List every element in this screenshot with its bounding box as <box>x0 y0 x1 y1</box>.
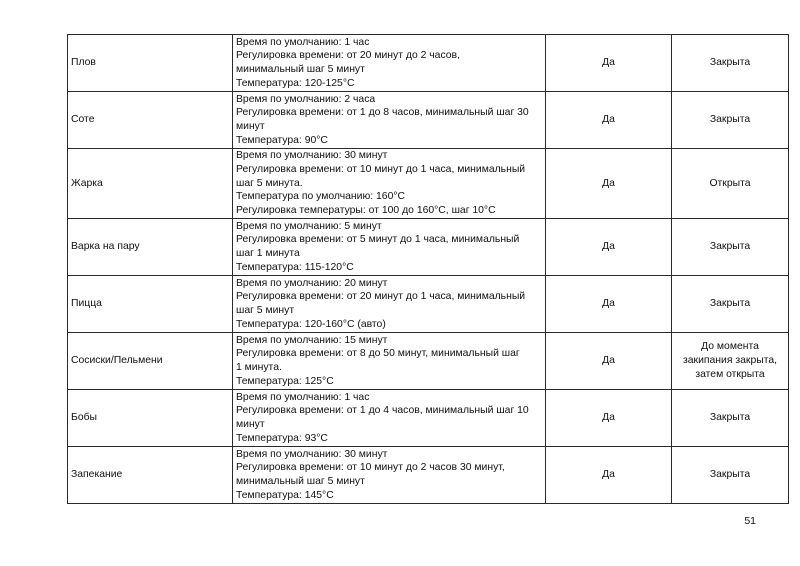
table-row <box>68 333 789 390</box>
mode-description-cell <box>233 390 546 447</box>
description-line: Температура: 145°C <box>236 489 334 501</box>
mode-name-cell: Запекание <box>68 447 233 504</box>
description-line: Регулировка времени: от 5 минут до 1 часа, минимальный <box>236 234 520 246</box>
availability-cell: Да <box>546 219 672 276</box>
page-number: 51 <box>744 515 756 527</box>
cooking-modes-table <box>67 34 789 504</box>
mode-description-cell <box>233 149 546 219</box>
availability-cell: Да <box>546 276 672 333</box>
mode-description-cell <box>233 92 546 149</box>
lid-state-cell <box>672 219 789 276</box>
description-line: Время по умолчанию: 30 минут <box>236 448 388 460</box>
table-row <box>68 149 789 219</box>
lid-state-text: Закрыта <box>709 412 751 424</box>
description-line: Температура по умолчанию: 160°C <box>236 191 406 203</box>
mode-name-cell: Бобы <box>68 390 233 447</box>
description-line: Время по умолчанию: 1 час <box>236 36 370 48</box>
description-line: Температура: 90°C <box>236 134 328 146</box>
description-line: Температура: 115-120°C <box>236 261 354 273</box>
table-row <box>68 447 789 504</box>
lid-state-cell <box>672 149 789 219</box>
availability-cell: Да <box>546 35 672 92</box>
description-line: шаг 5 минута. <box>236 177 303 189</box>
description-line: Регулировка времени: от 20 минут до 1 часа, минимальный <box>236 291 526 303</box>
table-row <box>68 35 789 92</box>
description-line: Регулировка температуры: от 100 до 160°C, шаг 10°C <box>236 205 496 217</box>
mode-name-cell: Плов <box>68 35 233 92</box>
lid-state-cell <box>672 333 789 390</box>
lid-state-cell <box>672 447 789 504</box>
description-line: Регулировка времени: от 1 до 8 часов, минимальный шаг 30 <box>236 107 529 119</box>
mode-name-cell: Жарка <box>68 149 233 219</box>
description-line: шаг 1 минута <box>236 248 300 259</box>
mode-description-cell <box>233 333 546 390</box>
availability-cell: Да <box>546 333 672 390</box>
description-line: Регулировка времени: от 20 минут до 2 часов, <box>236 50 460 62</box>
description-line: Время по умолчанию: 20 минут <box>236 277 388 289</box>
mode-description-cell <box>233 219 546 276</box>
description-line: 1 минута. <box>236 362 282 373</box>
availability-cell: Да <box>546 447 672 504</box>
description-line: Время по умолчанию: 30 минут <box>236 150 388 162</box>
mode-description-cell <box>233 447 546 504</box>
description-line: минут <box>236 419 265 430</box>
table-row <box>68 390 789 447</box>
description-line: Регулировка времени: от 8 до 50 минут, минимальный шаг <box>236 348 520 360</box>
description-line: Регулировка времени: от 10 минут до 2 часов 30 минут, <box>236 462 505 474</box>
availability-cell: Да <box>546 92 672 149</box>
description-line: Время по умолчанию: 15 минут <box>236 334 388 346</box>
description-line: минимальный шаг 5 минут <box>236 64 365 75</box>
mode-name-cell: Пицца <box>68 276 233 333</box>
lid-state-text: Закрыта <box>709 57 751 69</box>
lid-state-cell <box>672 35 789 92</box>
lid-state-text: Закрыта <box>709 241 751 253</box>
description-line: Температура: 125°C <box>236 375 334 387</box>
description-line: Регулировка времени: от 1 до 4 часов, минимальный шаг 10 <box>236 405 529 417</box>
description-line: Температура: 120-160°C (авто) <box>236 318 386 330</box>
description-line: минимальный шаг 5 минут <box>236 476 365 487</box>
description-line: Температура: 93°C <box>236 432 328 444</box>
mode-name-cell: Соте <box>68 92 233 149</box>
lid-state-text: До момента закипания закрыта, затем открыта <box>683 341 777 380</box>
description-line: шаг 5 минут <box>236 305 295 316</box>
lid-state-text: Открыта <box>709 177 751 189</box>
lid-state-text: Закрыта <box>709 469 751 481</box>
mode-name-cell: Варка на пару <box>68 219 233 276</box>
description-line: Время по умолчанию: 2 часа <box>236 93 376 105</box>
mode-description-cell <box>233 276 546 333</box>
availability-cell: Да <box>546 149 672 219</box>
lid-state-cell <box>672 390 789 447</box>
description-line: минут <box>236 121 265 132</box>
description-line: Регулировка времени: от 10 минут до 1 часа, минимальный <box>236 163 526 175</box>
lid-state-cell <box>672 276 789 333</box>
table-row <box>68 219 789 276</box>
description-line: Время по умолчанию: 1 час <box>236 391 370 403</box>
table-row <box>68 276 789 333</box>
mode-name-cell: Сосиски/Пельмени <box>68 333 233 390</box>
availability-cell: Да <box>546 390 672 447</box>
description-line: Время по умолчанию: 5 минут <box>236 220 382 232</box>
lid-state-cell <box>672 92 789 149</box>
lid-state-text: Закрыта <box>709 298 751 310</box>
lid-state-text: Закрыта <box>709 114 751 126</box>
table-row <box>68 92 789 149</box>
description-line: Температура: 120-125°C <box>236 77 355 89</box>
mode-description-cell <box>233 35 546 92</box>
